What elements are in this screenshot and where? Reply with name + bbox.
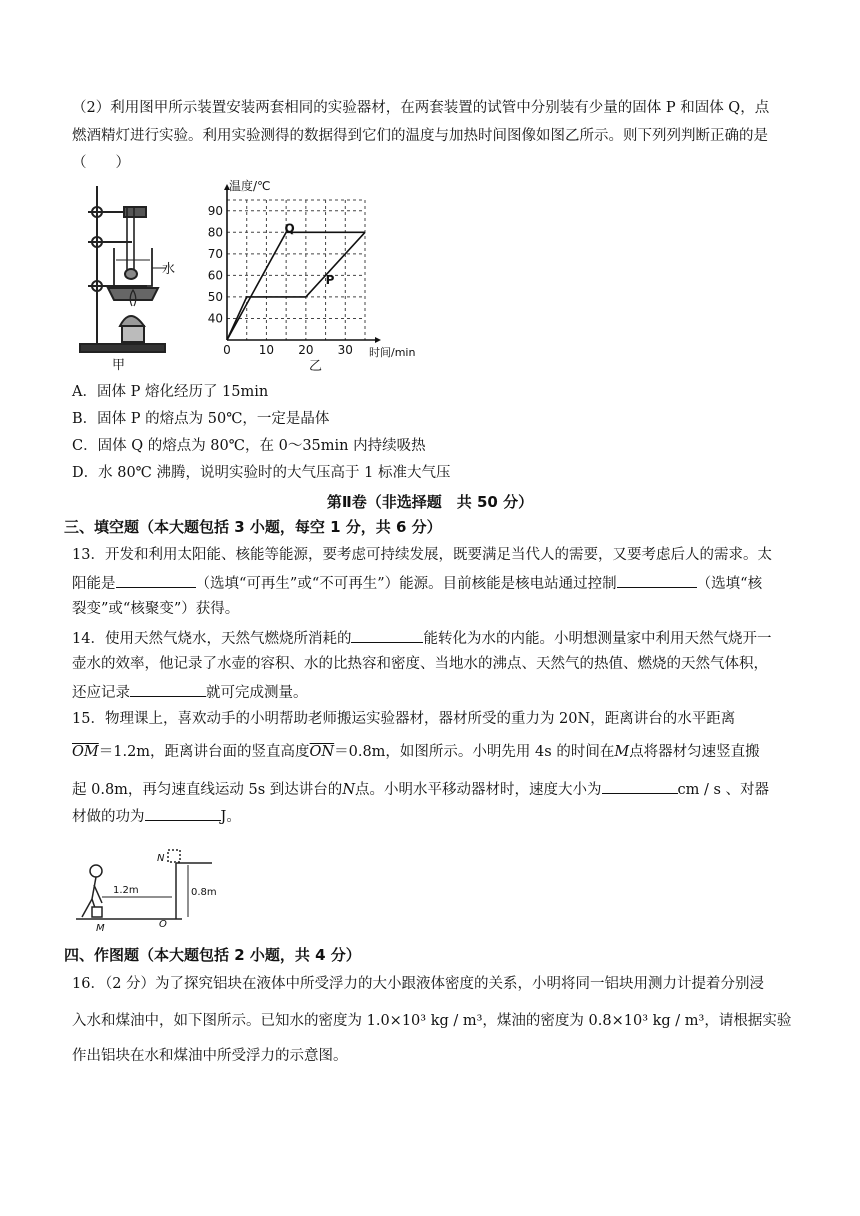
y-tick-label: 50: [207, 289, 223, 304]
y-tick-label: 90: [207, 203, 223, 218]
q15-line-4: [72, 805, 241, 827]
section-2-title: 第Ⅱ卷（非选择题 共 50 分）: [326, 493, 534, 511]
q14-text-1: 14．使用天然气烧水，天然气燃烧所消耗的: [72, 631, 352, 647]
q14-line-1: [72, 627, 771, 649]
series-q-line: [227, 232, 365, 340]
q15-line-2: [72, 742, 760, 762]
y-tick-label: 70: [207, 246, 223, 261]
q15-line-3: [72, 778, 769, 800]
apparatus-figure: [72, 178, 182, 374]
fig-o-label: O: [159, 919, 167, 930]
q15-text-8: J。: [220, 809, 241, 825]
y-tick-label: 60: [207, 268, 223, 283]
section-4-title: 四、作图题（本大题包括 2 小题，共 4 分）: [64, 946, 361, 964]
q13-blank-1: [116, 572, 196, 588]
option-b: B．固体 P 的熔点为 50℃，一定是晶体: [72, 411, 330, 427]
q14-text-4: 就可完成测量。: [206, 685, 308, 701]
q15-text-2: ＝0.8m，如图所示。小明先用 4s 的时间在: [334, 744, 615, 760]
fig-dist-label: 1.2m: [113, 885, 139, 896]
q12-line-2: 燃酒精灯进行实验。利用实验测得的数据得到它们的温度与加热时间图像如图乙所示。则下列列判断正确的是: [72, 128, 768, 144]
chart-ylabel: 温度/℃: [229, 179, 271, 193]
q14-text-3: 还应记录: [72, 685, 130, 701]
q15-text-1: ＝1.2m，距离讲台面的竖直高度: [98, 744, 310, 760]
q15-text-4: 起 0.8m，再匀速直线运动 5s 到达讲台的: [72, 782, 343, 798]
q12-line-3: （ ）: [72, 155, 130, 171]
q15-text-5: 点。小明水平移动器材时，速度大小为: [355, 782, 602, 798]
series-p-label: P: [325, 273, 335, 287]
water-label: 水: [162, 262, 176, 277]
q15-n: N: [342, 782, 355, 798]
chart-caption: 乙: [309, 359, 323, 374]
q15-om: $\overline{OM}$: [72, 744, 99, 760]
q16-line-2: 入水和煤油中，如下图所示。已知水的密度为 1.0×10³ kg / m³，煤油的密度为 0.8×10³ kg / m³，请根据实验: [72, 1013, 792, 1029]
option-a: A．固体 P 熔化经历了 15min: [72, 384, 269, 400]
x-tick-label: 20: [298, 343, 314, 357]
q14-text-2: 能转化为水的内能。小明想测量家中利用天然气烧开一: [423, 631, 772, 647]
q13-line-1: 13．开发和利用太阳能、核能等能源，要考虑可持续发展，既要满足当代人的需要，又要考虑后人的需求。太: [72, 547, 772, 563]
option-c: C．固体 Q 的熔点为 80℃，在 0～35min 内持续吸热: [72, 438, 426, 454]
q14-blank-1: [351, 627, 423, 643]
q15-m: M: [614, 744, 630, 760]
series-q-label: Q: [284, 221, 295, 236]
q13-text-2: （选填“可再生”或“不可再生”）能源。目前核能是核电站通过控制: [195, 576, 617, 592]
q16-line-1: 16．（2 分）为了探究铝块在液体中所受浮力的大小跟液体密度的关系，小明将同一铝块用测力计提着分别浸: [72, 976, 765, 992]
y-tick-label: 40: [207, 311, 223, 326]
option-d: D．水 80℃ 沸腾，说明实验时的大气压高于 1 标准大气压: [72, 465, 451, 481]
x-axis-arrow: [375, 337, 381, 343]
q13-blank-2: [617, 572, 697, 588]
q15-blank-1: [602, 778, 678, 794]
q15-blank-2: [145, 805, 221, 821]
q13-text-3: （选填“核: [696, 576, 763, 592]
temperature-time-chart: [205, 178, 425, 374]
q14-line-3: [72, 681, 308, 703]
y-tick-label: 80: [207, 225, 223, 240]
q13-line-3: 裂变”或“核聚变”）获得。: [72, 601, 240, 617]
q15-line-1: 15．物理课上，喜欢动手的小明帮助老师搬运实验器材，器材所受的重力为 20N，距离讲台的水平距离: [72, 711, 736, 727]
q14-line-2: 壶水的效率，他记录了水壶的容积、水的比热容和密度、当地水的沸点、天然气的热值、燃烧的天然气体积，: [72, 656, 768, 672]
q12-line-1: （2）利用图甲所示装置安装两套相同的实验器材，在两套装置的试管中分别装有少量的固体 P 和固体 Q，点: [72, 100, 770, 116]
fig-n-label: N: [157, 853, 165, 864]
series-p-line: [227, 232, 365, 340]
q13-text-1: 阳能是: [72, 576, 116, 592]
fig-jia-label: 甲: [112, 358, 126, 373]
x-tick-label: 30: [337, 343, 353, 357]
x-tick-label: 0: [223, 343, 231, 357]
q14-blank-2: [130, 681, 206, 697]
fig-m-label: M: [96, 923, 105, 934]
q15-text-6: cm / s 、对器: [677, 782, 770, 798]
q15-on: $\overline{ON}$: [309, 744, 335, 760]
q13-line-2: [72, 572, 762, 594]
lifting-figure: [72, 845, 222, 935]
chart-xlabel: 时间/min: [369, 346, 416, 359]
x-tick-label: 10: [258, 343, 275, 357]
q15-text-3: 点将器材匀速竖直搬: [629, 744, 760, 760]
fig-height-label: 0.8m: [191, 887, 217, 898]
section-3-title: 三、填空题（本大题包括 3 小题，每空 1 分，共 6 分）: [64, 518, 442, 536]
q15-text-7: 材做的功为: [72, 809, 145, 825]
q16-line-3: 作出铝块在水和煤油中所受浮力的示意图。: [72, 1048, 348, 1064]
